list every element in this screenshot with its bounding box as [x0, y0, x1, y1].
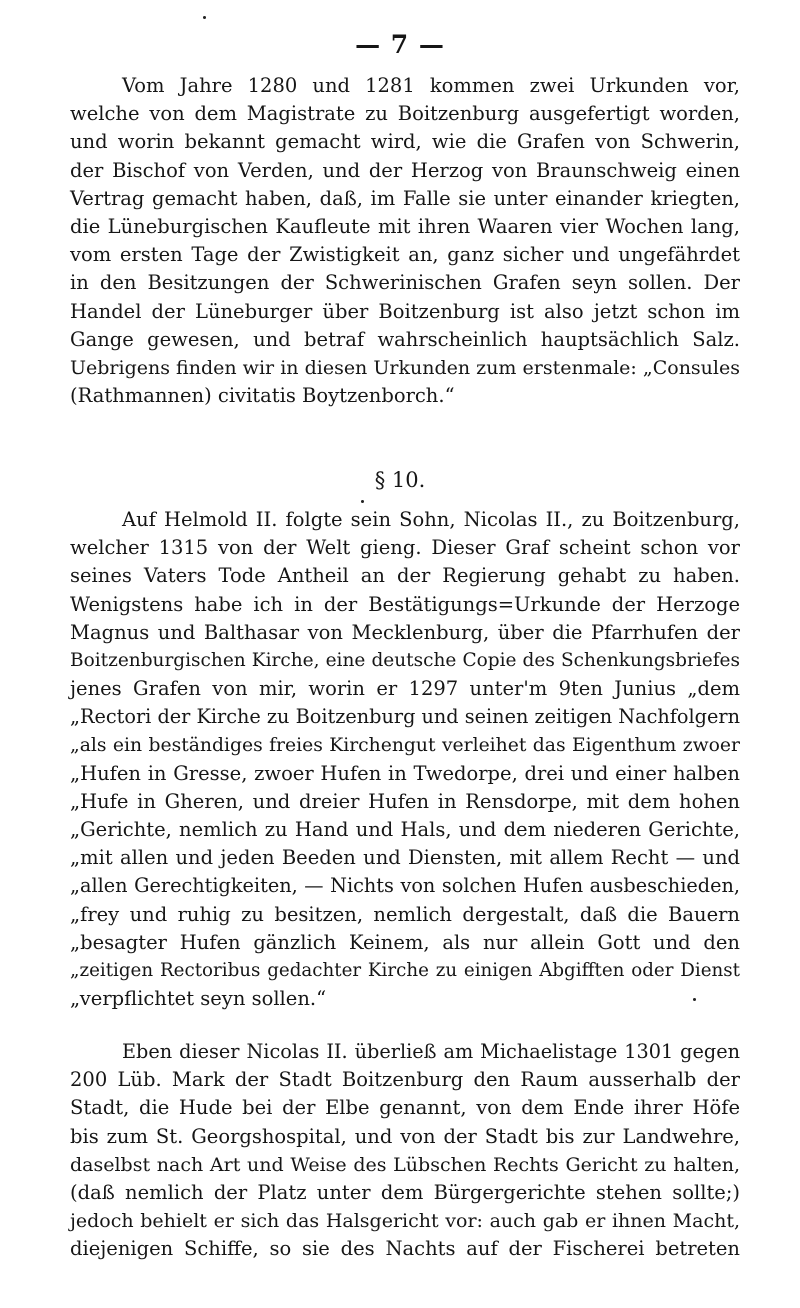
section-heading: § 10. — [374, 468, 426, 492]
text-line: Magnus und Balthasar von Mecklenburg, über die Pfarrhufen der — [70, 620, 740, 644]
text-line: „mit allen und jeden Beeden und Diensten, mit allem Recht — und — [70, 846, 740, 870]
text-line: „Hufen in Gresse, zwoer Hufen in Twedorpe, drei und einer halben — [70, 761, 740, 785]
text-line: welche von dem Magistrate zu Boitzenburg ausgefertigt worden, — [70, 102, 740, 126]
text-line: die Lüneburgischen Kaufleute mit ihren Waaren vier Wochen lang, — [70, 214, 740, 238]
text-line: Wenigstens habe ich in der Bestätigungs=Urkunde der Herzoge — [70, 592, 740, 616]
text-line: „zeitigen Rectoribus gedachter Kirche zu einigen Abgifften oder Dienst — [70, 960, 740, 981]
text-line: Boitzenburgischen Kirche, eine deutsche Copie des Schenkungsbriefes — [70, 649, 740, 671]
text-line: der Bischof von Verden, und der Herzog von Braunschweig einen — [70, 158, 740, 182]
print-speck — [361, 500, 364, 503]
text-line: „Gerichte, nemlich zu Hand und Hals, und dem niederen Gerichte, — [70, 818, 740, 842]
text-line: jedoch behielt er sich das Halsgericht vor: auch gab er ihnen Macht, — [70, 1210, 740, 1233]
paragraph-2 — [70, 506, 740, 1013]
text-line: 200 Lüb. Mark der Stadt Boitzenburg den Raum ausserhalb der — [70, 1068, 740, 1092]
text-line: „Hufe in Gheren, und dreier Hufen in Rensdorpe, mit dem hohen — [70, 789, 740, 813]
text-line: „allen Gerechtigkeiten, — Nichts von solchen Hufen ausbeschieden, — [70, 874, 740, 898]
text-line: Eben dieser Nicolas II. überließ am Michaelistage 1301 gegen — [122, 1040, 740, 1063]
text-line: seines Vaters Tode Antheil an der Regierung gehabt zu haben. — [70, 564, 740, 588]
text-line: diejenigen Schiffe, so sie des Nachts auf der Fischerei betreten — [70, 1237, 740, 1261]
text-line: (daß nemlich der Platz unter dem Bürgergerichte stehen sollte;) — [70, 1180, 740, 1204]
text-line: Vertrag gemacht haben, daß, im Falle sie unter einander kriegten, — [70, 186, 740, 210]
text-line: Gange gewesen, und betraf wahrscheinlich hauptsächlich Salz. — [70, 327, 740, 351]
text-line: jenes Grafen von mir, worin er 1297 unter'm 9ten Junius „dem — [70, 677, 740, 701]
paragraph-3 — [70, 1038, 740, 1264]
text-line: Stadt, die Hude bei der Elbe genannt, von dem Ende ihrer Höfe — [70, 1096, 740, 1120]
text-line: Handel der Lüneburger über Boitzenburg ist also jetzt schon im — [70, 299, 740, 323]
text-line: (Rathmannen) civitatis Boytzenborch.“ — [70, 384, 455, 408]
print-speck — [203, 16, 206, 19]
text-line: „als ein beständiges freies Kirchengut verleihet das Eigenthum zwoer — [70, 734, 740, 756]
text-line: „verpflichtet seyn sollen.“ — [70, 987, 327, 1011]
text-line: Vom Jahre 1280 und 1281 kommen zwei Urkunden vor, — [122, 74, 740, 97]
text-line: „Rectori der Kirche zu Boitzenburg und seinen zeitigen Nachfolgern — [70, 705, 740, 729]
text-line: in den Besitzungen der Schwerinischen Grafen seyn sollen. Der — [70, 271, 740, 295]
text-line: welcher 1315 von der Welt gieng. Dieser Graf scheint schon vor — [70, 536, 740, 560]
print-speck — [693, 998, 696, 1001]
text-line: daselbst nach Art und Weise des Lübschen Rechts Gericht zu halten, — [70, 1153, 740, 1176]
text-line: Uebrigens finden wir in diesen Urkunden zum erstenmale: „Consules — [70, 356, 740, 379]
text-line: „besagter Hufen gänzlich Keinem, als nur allein Gott und den — [70, 930, 740, 954]
text-line: bis zum St. Georgshospital, und von der Stadt bis zur Landwehre, — [70, 1124, 740, 1148]
text-line: und worin bekannt gemacht wird, wie die Grafen von Schwerin, — [70, 130, 740, 154]
paragraph-1 — [70, 72, 740, 410]
text-line: Auf Helmold II. folgte sein Sohn, Nicolas II., zu Boitzenburg, — [122, 508, 740, 531]
text-line: „frey und ruhig zu besitzen, nemlich dergestalt, daß die Bauern — [70, 902, 740, 926]
page-number: — 7 — — [355, 30, 445, 59]
text-line: vom ersten Tage der Zwistigkeit an, ganz sicher und ungefährdet — [70, 243, 740, 267]
